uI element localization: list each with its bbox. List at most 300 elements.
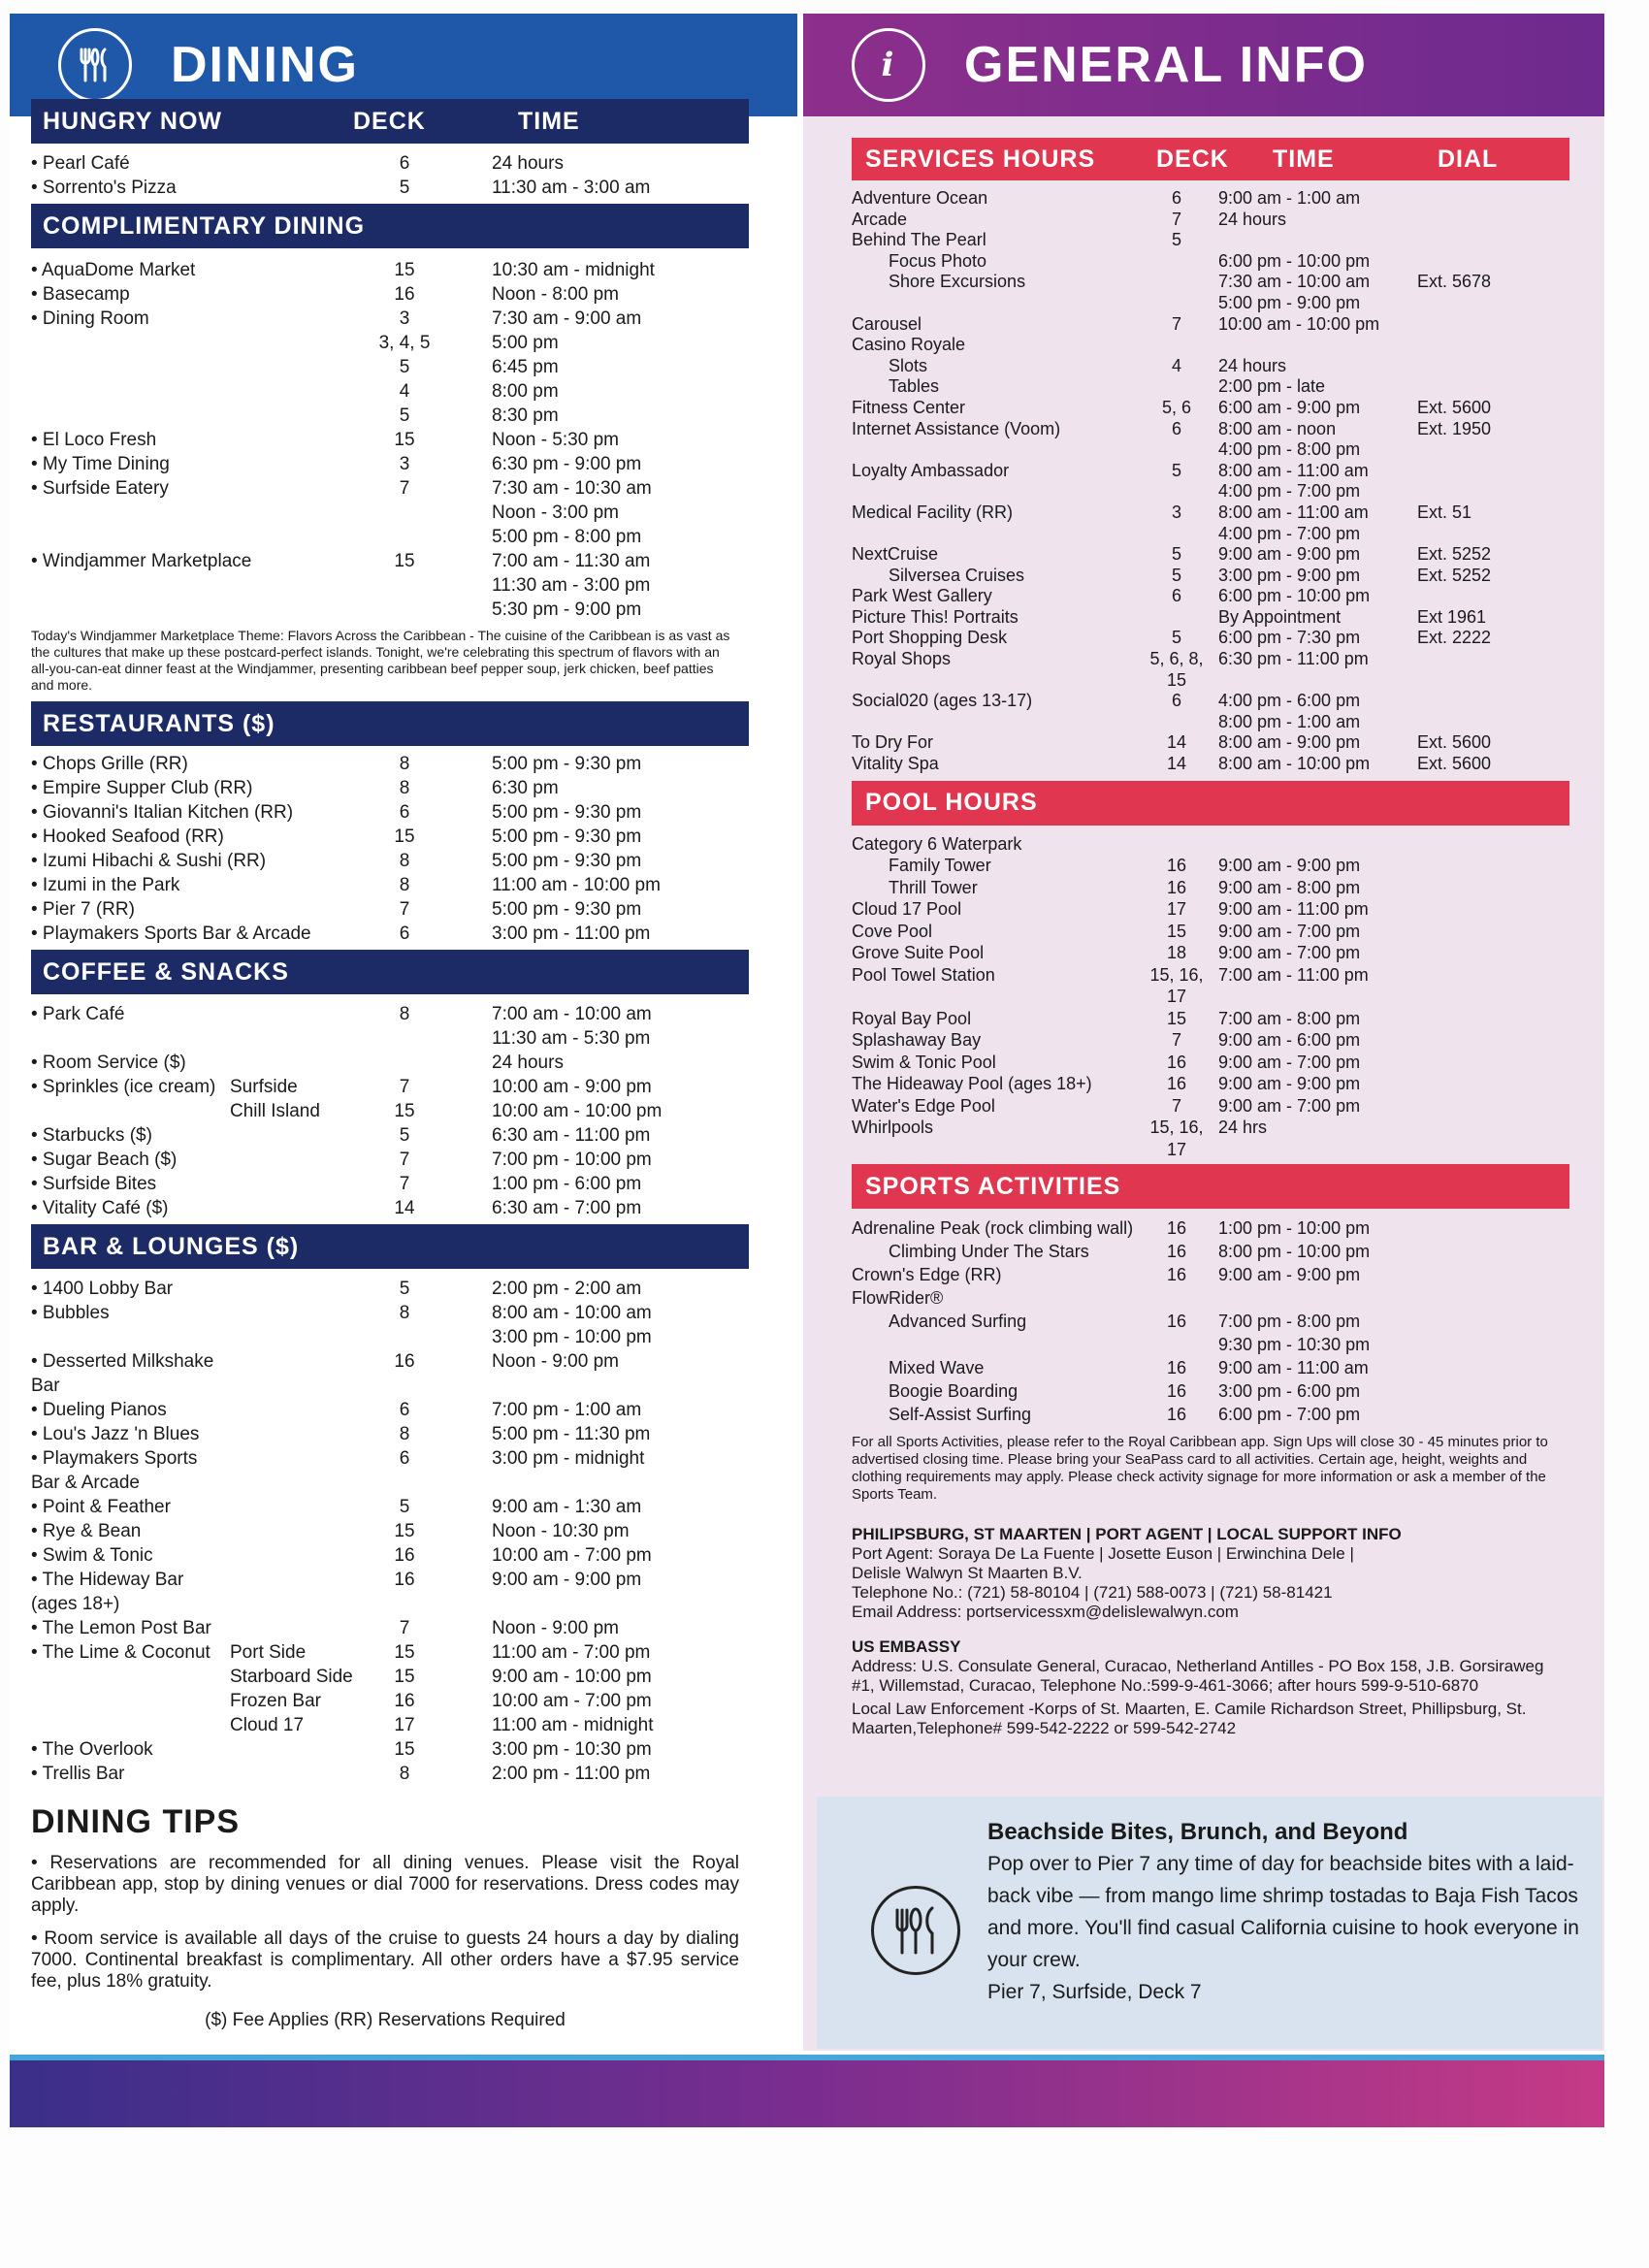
time-cell: 6:00 pm - 7:30 pm — [1218, 628, 1361, 648]
deck-cell: 5, 6 — [1161, 397, 1192, 417]
venue-name — [31, 1325, 230, 1349]
table-row — [852, 1403, 1569, 1426]
time-cell: 3:00 pm - 10:00 pm — [492, 1327, 652, 1347]
time-cell: 9:00 am - 6:00 pm — [1218, 1030, 1361, 1051]
item-name: Adrenaline Peak (rock climbing wall) — [852, 1218, 1134, 1239]
general-info-title: GENERAL INFO — [964, 37, 1368, 93]
time-cell: 5:00 pm - 9:00 pm — [1218, 292, 1361, 312]
time-cell: 3:00 pm - 6:00 pm — [1218, 1381, 1361, 1402]
time-cell: 5:00 pm - 11:30 pm — [492, 1424, 651, 1444]
deck-cell: 6 — [1171, 188, 1181, 208]
table-row — [31, 452, 749, 476]
venue-cell — [31, 1148, 375, 1172]
deck-cell: 6 — [399, 153, 410, 174]
venue-cell — [31, 1002, 375, 1026]
deck-cell: 16 — [394, 1351, 415, 1372]
item-name: Self-Assist Surfing — [889, 1405, 1032, 1425]
deck-cell: 7 — [399, 478, 410, 499]
deck-cell: 15 — [1166, 1008, 1187, 1028]
venue-name: • Playmakers Sports Bar & Arcade — [31, 1448, 198, 1493]
deck-cell: 7 — [399, 1150, 410, 1170]
sports-activities-list — [852, 1216, 1569, 1426]
restaurants-header — [31, 701, 749, 746]
time-cell: 24 hours — [1218, 209, 1287, 229]
item-name: Focus Photo — [889, 250, 987, 271]
deck-cell — [1143, 524, 1211, 545]
time-cell: 9:00 am - 10:00 pm — [492, 1667, 652, 1687]
table-row — [31, 849, 749, 873]
venue-cell: • Windjammer Marketplace — [31, 551, 252, 571]
item-name: Water's Edge Pool — [852, 1095, 995, 1116]
deck-cell — [1143, 335, 1211, 356]
deck-cell — [1143, 833, 1211, 856]
table-row — [852, 481, 1569, 502]
deck-cell: 16 — [1166, 1242, 1187, 1262]
time-cell: 1:00 pm - 6:00 pm — [492, 1174, 642, 1194]
venue-cell — [31, 1543, 375, 1568]
table-row — [31, 379, 749, 404]
time-cell: 11:00 am - 10:00 pm — [492, 875, 661, 895]
time-cell: 9:00 am - 9:00 pm — [1218, 1074, 1361, 1094]
dial-cell: Ext. 51 — [1417, 502, 1472, 522]
table-row — [31, 1713, 749, 1737]
table-row — [852, 356, 1569, 377]
venue-cell — [31, 355, 375, 379]
time-cell: 9:00 am - 9:00 pm — [1218, 544, 1361, 565]
venue-name — [31, 1099, 230, 1123]
venue-cell — [31, 1519, 375, 1543]
deck-cell: 16 — [1166, 1381, 1187, 1402]
time-cell: 24 hours — [1218, 355, 1287, 375]
time-cell: 3:00 pm - 10:30 pm — [492, 1739, 652, 1760]
time-cell: 6:30 pm — [492, 778, 559, 798]
time-cell: 6:30 am - 11:00 pm — [492, 1125, 651, 1146]
time-cell: 3:00 pm - midnight — [492, 1448, 645, 1469]
venue-cell — [31, 1398, 375, 1422]
callout-location: Pier 7, Surfside, Deck 7 — [987, 1981, 1202, 2003]
item-name: Port Shopping Desk — [852, 628, 1008, 648]
venue-cell: • Pier 7 (RR) — [31, 899, 135, 920]
venue-cell — [31, 1172, 375, 1196]
table-row — [31, 922, 749, 946]
port-info-title: PHILIPSBURG, ST MAARTEN | PORT AGENT | LOCAL SUPPORT INFO — [852, 1525, 1402, 1544]
time-cell: 8:00 pm - 10:00 pm — [1218, 1242, 1371, 1262]
deck-cell: 8 — [399, 1004, 410, 1024]
item-name: Picture This! Portraits — [852, 606, 1018, 627]
sports-note: For all Sports Activities, please refer to the Royal Caribbean app. Sign Ups will close 30 - 45 minutes prior to advertised closing time. Please bring your SeaPass card to all activities. Certain age, height, weights and clothing requirements may apply. Please check activity signage for more information or ask a member of the Sports Team. — [852, 1434, 1548, 1504]
deck-cell — [1143, 251, 1211, 273]
table-row — [852, 1263, 1569, 1286]
venue-cell: • Empire Supper Club (RR) — [31, 778, 253, 798]
dial-cell: Ext. 5600 — [1417, 397, 1492, 417]
deck-cell: 8 — [399, 1424, 410, 1444]
item-name: Swim & Tonic Pool — [852, 1052, 996, 1072]
dial-cell: Ext. 5600 — [1417, 754, 1492, 774]
table-row — [31, 176, 749, 200]
table-row — [852, 188, 1569, 210]
deck-cell: 14 — [1166, 732, 1187, 753]
time-cell: 7:00 pm - 10:00 pm — [492, 1150, 652, 1170]
deck-cell: 7 — [1171, 1095, 1181, 1116]
item-name — [852, 481, 1143, 502]
item-name: Behind The Pearl — [852, 230, 986, 250]
time-cell: 6:30 am - 7:00 pm — [492, 1198, 642, 1218]
time-cell: 6:30 pm - 11:00 pm — [1218, 649, 1369, 669]
time-cell: 7:30 am - 10:00 am — [1218, 272, 1371, 292]
dial-cell: Ext. 5252 — [1417, 544, 1492, 565]
table-row — [31, 428, 749, 452]
port-telephone: Telephone No.: (721) 58-80104 | (721) 588-0073 | (721) 58-81421 — [852, 1583, 1333, 1603]
time-cell: 7:00 am - 11:30 am — [492, 551, 651, 571]
venue-cell — [31, 1349, 375, 1398]
restaurants-title: RESTAURANTS ($) — [43, 709, 275, 737]
table-row — [31, 525, 749, 549]
item-name: Silversea Cruises — [889, 565, 1025, 585]
beachside-bites-callout — [817, 1797, 1602, 2049]
deck-cell: 6 — [399, 802, 410, 823]
time-cell: 5:00 pm - 8:00 pm — [492, 527, 642, 547]
item-name: Adventure Ocean — [852, 188, 988, 208]
dial-cell — [1417, 481, 1514, 502]
item-name: Fitness Center — [852, 397, 966, 417]
general-info-banner — [803, 14, 1604, 116]
table-row — [852, 649, 1569, 691]
venue-cell — [31, 379, 375, 404]
time-cell: 5:00 pm - 9:30 pm — [492, 754, 642, 774]
item-name: Cove Pool — [852, 921, 933, 941]
deck-cell: 5 — [1171, 544, 1181, 565]
table-row — [31, 1446, 749, 1495]
deck-cell — [1143, 712, 1211, 733]
table-row — [852, 439, 1569, 461]
venue-cell — [31, 1762, 375, 1786]
table-row — [31, 1002, 749, 1026]
deck-cell: 5 — [399, 405, 410, 426]
table-row — [31, 1099, 749, 1123]
time-cell: 5:30 pm - 9:00 pm — [492, 599, 642, 620]
dining-column — [10, 14, 797, 2051]
table-row — [31, 501, 749, 525]
dial-cell — [1417, 356, 1514, 377]
venue-cell — [31, 1640, 375, 1665]
deck-cell: 5 — [399, 178, 410, 198]
venue-cell: • Sorrento's Pizza — [31, 178, 177, 198]
table-row — [31, 1640, 749, 1665]
venue-cell: • Surfside Eatery — [31, 478, 169, 499]
deck-cell: 16 — [1166, 1052, 1187, 1072]
venue-name: • Surfside Bites — [31, 1174, 157, 1194]
item-name: Grove Suite Pool — [852, 943, 985, 963]
time-cell: 8:00 pm - 1:00 am — [1218, 711, 1361, 731]
time-cell: 4:00 pm - 6:00 pm — [1218, 691, 1361, 711]
time-cell: 11:30 am - 3:00 am — [492, 178, 651, 198]
time-cell: 9:00 am - 1:00 am — [1218, 188, 1361, 208]
deck-cell — [1143, 481, 1211, 502]
deck-cell: 16 — [394, 1545, 415, 1566]
table-row — [852, 293, 1569, 314]
services-hours-header — [852, 138, 1569, 180]
deck-cell: 8 — [399, 851, 410, 871]
table-row — [852, 1008, 1569, 1030]
table-row — [31, 1075, 749, 1099]
time-cell: 11:00 am - midnight — [492, 1715, 654, 1735]
us-embassy-address: Address: U.S. Consulate General, Curacao, Netherland Antilles - PO Box 158, J.B. Gorsiraweg #1, Willemstad, Curacao, Telephone No.:599-9-461-3066; after hours 599-9-510-6870 — [852, 1657, 1544, 1696]
deck-cell: 8 — [399, 875, 410, 895]
venue-cell — [31, 1568, 375, 1616]
venue-name: • 1400 Lobby Bar — [31, 1279, 174, 1299]
deck-cell: 16 — [1166, 1074, 1187, 1094]
deck-cell — [375, 1026, 434, 1051]
venue-sublocation: Starboard Side — [230, 1667, 353, 1687]
time-cell: 24 hrs — [1218, 1118, 1268, 1138]
general-info-column — [803, 14, 1604, 2051]
table-row — [31, 1277, 749, 1301]
venue-name — [31, 1026, 230, 1051]
coffee-snacks-header — [31, 950, 749, 994]
deck-cell: 5 — [1171, 230, 1181, 250]
dial-cell: Ext. 5678 — [1417, 272, 1492, 292]
venue-cell — [31, 1325, 375, 1349]
venue-cell: • Dining Room — [31, 308, 149, 329]
deck-cell: 5 — [399, 1279, 410, 1299]
time-cell: 8:00 am - noon — [1218, 418, 1337, 438]
time-cell: 8:00 am - 10:00 pm — [1218, 754, 1371, 774]
item-name: Category 6 Waterpark — [852, 833, 1022, 854]
deck-cell: 16 — [1166, 1265, 1187, 1285]
dial-cell — [1417, 314, 1514, 336]
table-row — [31, 355, 749, 379]
time-cell: 2:00 pm - late — [1218, 376, 1326, 397]
table-row — [31, 1172, 749, 1196]
dial-cell: Ext. 2222 — [1417, 628, 1492, 648]
table-row — [852, 1356, 1569, 1379]
port-agent: Port Agent: Soraya De La Fuente | Josette Euson | Erwinchina Dele | — [852, 1544, 1354, 1564]
venue-cell: • Hooked Seafood (RR) — [31, 826, 224, 847]
deck-cell: 15 — [394, 826, 415, 847]
deck-cell: 3 — [399, 308, 410, 329]
item-name: Thrill Tower — [889, 877, 978, 897]
dial-cell: Ext. 5600 — [1417, 732, 1492, 753]
time-cell: 6:00 pm - 10:00 pm — [1218, 250, 1371, 271]
pool-hours-header — [852, 781, 1569, 826]
hungry-now-title: HUNGRY NOW — [43, 107, 222, 135]
venue-cell — [31, 331, 375, 355]
table-row — [852, 314, 1569, 336]
dial-cell — [1417, 649, 1514, 691]
time-cell: 6:30 pm - 9:00 pm — [492, 454, 642, 474]
table-row — [852, 877, 1569, 899]
hungry-now-list — [31, 151, 749, 200]
venue-name: • Park Café — [31, 1004, 125, 1024]
callout-body: Pop over to Pier 7 any time of day for beachside bites with a laid-back vibe — from mango lime shrimp tostadas to Baja Fish Tacos and more. You'll find casual California cuisine to hook everyone in your crew. — [987, 1853, 1579, 1971]
venue-name — [31, 1689, 230, 1713]
table-row — [31, 1519, 749, 1543]
venue-name — [31, 1665, 230, 1689]
deck-cell — [375, 1325, 434, 1349]
table-row — [31, 825, 749, 849]
item-name: Mixed Wave — [889, 1358, 985, 1378]
table-row — [852, 712, 1569, 733]
footer-stripe — [10, 2055, 1604, 2060]
venue-cell: • Chops Grille (RR) — [31, 754, 188, 774]
item-name: FlowRider® — [852, 1288, 944, 1309]
venue-cell: • El Loco Fresh — [31, 430, 157, 450]
deck-cell: 15, 16, 17 — [1149, 964, 1204, 1007]
table-row — [31, 897, 749, 922]
item-name: Shore Excursions — [889, 272, 1026, 292]
time-cell: 2:00 pm - 11:00 pm — [492, 1764, 651, 1784]
deck-cell: 18 — [1166, 943, 1187, 963]
deck-cell: 16 — [394, 1570, 415, 1590]
item-name: Tables — [889, 376, 940, 397]
complimentary-dining-list — [31, 258, 749, 622]
venue-cell — [31, 1026, 375, 1051]
table-row — [852, 833, 1569, 856]
time-cell: By Appointment — [1218, 606, 1342, 627]
venue-cell — [31, 1713, 375, 1737]
table-row — [31, 1665, 749, 1689]
time-cell: 8:00 am - 10:00 am — [492, 1303, 652, 1323]
services-deck-header: DECK — [1156, 145, 1229, 173]
item-name — [852, 293, 1143, 314]
table-row — [852, 398, 1569, 419]
deck-cell: 16 — [1166, 1218, 1187, 1239]
deck-cell — [375, 598, 434, 622]
time-cell: 5:00 pm - 9:30 pm — [492, 899, 642, 920]
dining-tips — [31, 1803, 739, 2031]
venue-sublocation: Frozen Bar — [230, 1691, 321, 1711]
table-row — [852, 1333, 1569, 1356]
venue-sublocation: Chill Island — [230, 1101, 320, 1121]
port-email: Email Address: portservicessxm@delislewalwyn.com — [852, 1603, 1239, 1622]
deck-cell: 5 — [399, 1125, 410, 1146]
time-cell: Noon - 9:00 pm — [492, 1618, 619, 1638]
dial-cell: Ext 1961 — [1417, 606, 1487, 627]
deck-cell — [375, 501, 434, 525]
deck-cell — [1143, 439, 1211, 461]
item-name — [852, 712, 1143, 733]
time-cell: 9:30 pm - 10:30 pm — [1218, 1335, 1371, 1355]
table-row — [31, 1737, 749, 1762]
time-cell: 24 hours — [492, 1053, 564, 1073]
item-name: Whirlpools — [852, 1118, 934, 1138]
dial-cell: Ext. 1950 — [1417, 418, 1492, 438]
venue-cell: • My Time Dining — [31, 454, 170, 474]
deck-cell: 5 — [1171, 460, 1181, 480]
item-name: Pool Towel Station — [852, 964, 995, 985]
deck-cell: 16 — [1166, 856, 1187, 876]
table-row — [852, 376, 1569, 398]
deck-cell: 7 — [399, 899, 410, 920]
time-cell: 9:00 am - 8:00 pm — [1218, 877, 1361, 897]
time-cell: 9:00 am - 11:00 pm — [1218, 899, 1369, 920]
deck-cell: 15 — [394, 1739, 415, 1760]
deck-cell: 4 — [1171, 355, 1181, 375]
info-icon: i — [852, 28, 925, 102]
port-company: Delisle Walwyn St Maarten B.V. — [852, 1564, 1083, 1583]
deck-cell: 14 — [1166, 754, 1187, 774]
sports-activities-header — [852, 1164, 1569, 1209]
venue-name: • Vitality Café ($) — [31, 1198, 169, 1218]
table-row — [852, 210, 1569, 231]
table-row — [31, 598, 749, 622]
time-cell: Noon - 3:00 pm — [492, 502, 619, 523]
venue-name: • Point & Feather — [31, 1497, 171, 1517]
time-cell: Noon - 10:30 pm — [492, 1521, 630, 1541]
venue-cell — [31, 573, 375, 598]
venue-cell — [31, 1099, 375, 1123]
item-name — [852, 439, 1143, 461]
time-cell: 3:00 pm - 9:00 pm — [1218, 565, 1361, 585]
deck-cell: 4 — [399, 381, 410, 402]
deck-cell — [1143, 376, 1211, 398]
time-cell: 8:00 pm — [492, 381, 559, 402]
table-row — [31, 282, 749, 307]
time-cell: 5:00 pm — [492, 333, 559, 353]
venue-name: • The Overlook — [31, 1739, 153, 1760]
table-row — [31, 1762, 749, 1786]
services-hours-list — [852, 188, 1569, 775]
venue-name: • Rye & Bean — [31, 1521, 142, 1541]
time-cell: 7:00 pm - 8:00 pm — [1218, 1312, 1361, 1332]
venue-cell — [31, 501, 375, 525]
deck-cell: 6 — [1171, 418, 1181, 438]
venue-name: • Sprinkles (ice cream) — [31, 1077, 216, 1097]
venue-cell — [31, 1689, 375, 1713]
pool-hours-title: POOL HOURS — [865, 789, 1038, 817]
deck-cell — [375, 525, 434, 549]
deck-cell: 16 — [1166, 877, 1187, 897]
venue-cell: • AquaDome Market — [31, 260, 196, 280]
deck-cell: 6 — [1171, 586, 1181, 606]
time-cell: Noon - 9:00 pm — [492, 1351, 619, 1372]
deck-cell — [1143, 272, 1211, 293]
dial-cell — [1417, 188, 1514, 210]
deck-cell: 5 — [1171, 628, 1181, 648]
dial-cell — [1417, 251, 1514, 273]
deck-cell: 15, 16, 17 — [1149, 1118, 1204, 1159]
dial-cell — [1417, 586, 1514, 607]
table-row — [852, 524, 1569, 545]
windjammer-theme-note: Today's Windjammer Marketplace Theme: Flavors Across the Caribbean - The cuisine of the Caribbean is as vast as the cultures that make up these postcard-perfect islands. Tonight, we're celebrating this spectrum of flavors with an all-you-can-eat dinner feast at the Windjammer, presenting caribbean beef pepper soup, jerk chicken, beef patties and more. — [31, 628, 730, 693]
table-row — [31, 404, 749, 428]
deck-cell: 15 — [394, 1642, 415, 1663]
time-cell: 9:00 am - 9:00 pm — [1218, 856, 1361, 876]
table-row — [31, 1051, 749, 1075]
deck-cell: 8 — [399, 1303, 410, 1323]
table-row — [31, 258, 749, 282]
time-cell: 6:00 pm - 10:00 pm — [1218, 586, 1371, 606]
us-embassy-title: US EMBASSY — [852, 1637, 961, 1657]
dial-cell — [1417, 691, 1514, 712]
item-name: Carousel — [852, 313, 922, 334]
dining-title: DINING — [171, 37, 359, 93]
time-cell: 7:00 am - 11:00 pm — [1218, 964, 1369, 985]
venue-cell — [31, 1051, 375, 1075]
table-row — [852, 1310, 1569, 1333]
time-cell: 7:30 am - 10:30 am — [492, 478, 652, 499]
deck-cell: 7 — [399, 1174, 410, 1194]
time-cell: 2:00 pm - 2:00 am — [492, 1279, 642, 1299]
deck-cell — [1143, 293, 1211, 314]
deck-cell: 6 — [399, 1400, 410, 1420]
local-law-enforcement: Local Law Enforcement -Korps of St. Maarten, E. Camile Richardson Street, Phillipsburg, St. Maarten,Telephone# 599-542-2222 or 599-542-2742 — [852, 1700, 1527, 1738]
item-name: Splashaway Bay — [852, 1030, 982, 1051]
item-name: Loyalty Ambassador — [852, 460, 1010, 480]
table-row — [852, 1240, 1569, 1263]
time-cell: 6:00 pm - 7:00 pm — [1218, 1405, 1361, 1425]
deck-cell: 17 — [1166, 899, 1187, 920]
